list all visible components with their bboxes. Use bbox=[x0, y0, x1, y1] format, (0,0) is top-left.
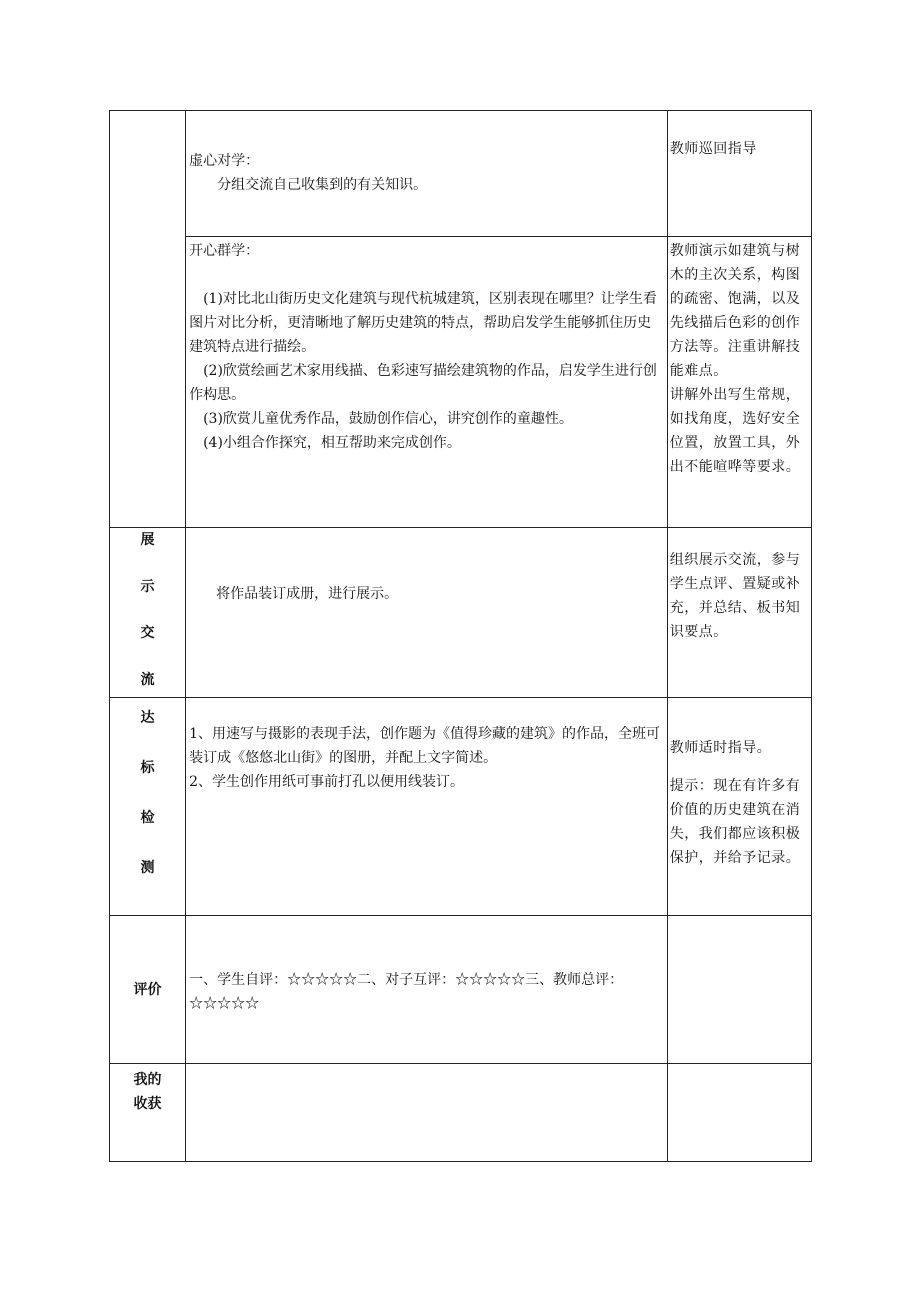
kaixin-cell bbox=[186, 237, 668, 528]
dabiao-line-2: 2、学生创作用纸可事前打孔以便用线装订。 bbox=[189, 774, 464, 790]
pingjia-label: 评价 bbox=[133, 981, 162, 998]
dabiao-cell bbox=[186, 698, 668, 916]
table-row bbox=[110, 1064, 812, 1162]
dabiao-note-2: 提示：现在有许多有价值的历史建筑在消失，我们都应该积极保护，并给予记录。 bbox=[669, 778, 801, 866]
zhanshi-label-cell bbox=[110, 528, 186, 698]
shouhuo-label-1: 我的 bbox=[133, 1072, 162, 1088]
zhanshi-label-char: 示 bbox=[140, 578, 155, 595]
shouhuo-cell bbox=[186, 1064, 668, 1162]
zhanshi-text: 将作品装订成册，进行展示。 bbox=[216, 586, 399, 602]
zhanshi-label-char: 流 bbox=[140, 671, 155, 688]
kaixin-item-3: (3)欣赏儿童优秀作品，鼓励创作信心，讲究创作的童趣性。 bbox=[203, 411, 573, 427]
table-row bbox=[110, 916, 812, 1064]
zhanshi-note: 组织展示交流，参与学生点评、置疑或补充，并总结、板书知识要点。 bbox=[669, 552, 801, 640]
pingjia-label-cell bbox=[110, 916, 186, 1064]
zhanshi-label-char: 展 bbox=[140, 532, 155, 548]
dabiao-line-1: 1、用速写与摄影的表现手法，创作题为《值得珍藏的建筑》的作品，全班可装订成《悠悠北山街》的图册，并配上文字简述。 bbox=[189, 726, 660, 766]
kaixin-note-cell bbox=[667, 237, 811, 528]
zhanshi-label-char: 交 bbox=[140, 625, 155, 642]
dabiao-note-cell bbox=[667, 698, 811, 916]
shouhuo-label-cell bbox=[110, 1064, 186, 1162]
shouhuo-label-2: 收获 bbox=[133, 1096, 162, 1112]
zhanshi-cell bbox=[186, 528, 668, 698]
kaixin-note-2: 讲解外出写生常规，如找角度，选好安全位置，放置工具，外出不能喧哗等要求。 bbox=[669, 387, 801, 475]
kaixin-item-4: (4)小组合作探究，相互帮助来完成创作。 bbox=[203, 435, 461, 451]
zhanshi-note-cell bbox=[667, 528, 811, 698]
kaixin-note-1: 教师演示如建筑与树木的主次关系，构图的疏密、饱满，以及先线描后色彩的创作方法等。注重讲解技能难点。 bbox=[669, 243, 801, 379]
table-row bbox=[110, 528, 812, 698]
xuxin-cell bbox=[186, 111, 668, 237]
pingjia-cell bbox=[186, 916, 668, 1064]
kaixin-heading: 开心群学： bbox=[189, 243, 260, 259]
stage-label-empty bbox=[110, 111, 186, 528]
lesson-plan-table bbox=[109, 110, 812, 1162]
xuxin-text: 分组交流自己收集到的有关知识。 bbox=[217, 177, 428, 193]
xuxin-note-cell bbox=[667, 111, 811, 237]
kaixin-item-2: (2)欣赏绘画艺术家用线描、色彩速写描绘建筑物的作品，启发学生进行创作构思。 bbox=[189, 363, 657, 403]
xuxin-note: 教师巡回指导 bbox=[669, 141, 757, 157]
pingjia-note-cell bbox=[667, 916, 811, 1064]
shouhuo-note-cell bbox=[667, 1064, 811, 1162]
kaixin-item-1: (1)对比北山街历史文化建筑与现代杭城建筑，区别表现在哪里？让学生看图片对比分析，更清晰地了解历史建筑的特点，帮助启发学生能够抓住历史建筑特点进行描绘。 bbox=[189, 291, 657, 355]
pingjia-text: 一、学生自评：☆☆☆☆☆二、对子互评：☆☆☆☆☆三、教师总评：☆☆☆☆☆ bbox=[189, 972, 624, 1012]
dabiao-label-char: 检 bbox=[140, 810, 155, 826]
table-row bbox=[110, 111, 812, 237]
dabiao-label-char: 标 bbox=[140, 760, 155, 776]
xuxin-heading: 虚心对学： bbox=[189, 153, 260, 169]
dabiao-label-char: 达 bbox=[140, 710, 155, 726]
dabiao-note-1: 教师适时指导。 bbox=[669, 740, 772, 756]
dabiao-label-char: 测 bbox=[140, 860, 155, 876]
dabiao-label-cell bbox=[110, 698, 186, 916]
table-row bbox=[110, 698, 812, 916]
table-row bbox=[110, 237, 812, 528]
